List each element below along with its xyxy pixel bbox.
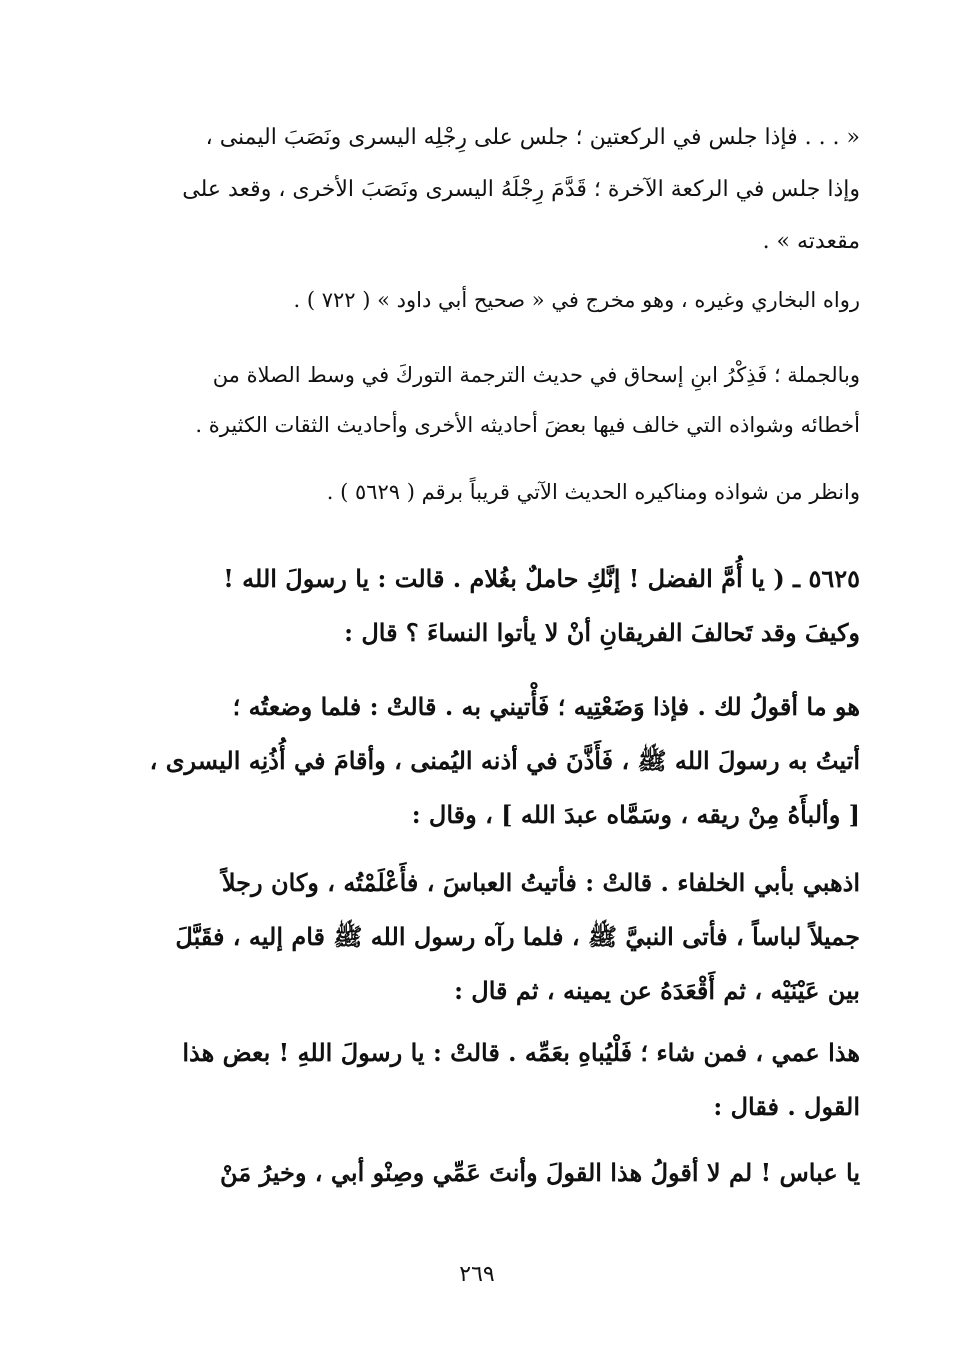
see-also-note [100, 472, 860, 512]
paragraph-line: هو ما أقولُ لك . فإذا وَضَعْتِيه ؛ فَأْتيني به . قالتْ : فلما وضعتُه ؛ [232, 692, 860, 721]
summary-line: وبالجملة ؛ فَذِكْرُ ابنِ إسحاق في حديث الترجمة التوركَ في وسط الصلاة من [212, 363, 860, 387]
paragraph-line: جميلاً لباساً ، فأتى النبيَّ ﷺ ، فلما رآه رسول الله ﷺ قام إليه ، فقَبَّلَ [175, 922, 860, 951]
hadith-paragraph-3 [100, 1026, 860, 1134]
quote-line: مقعدته » . [762, 229, 860, 254]
quote-line: وإذا جلس في الركعة الآخرة ؛ قَدَّمَ رِجْلَهُ اليسرى ونَصَبَ الأخرى ، وقعد على [182, 177, 860, 202]
reference-note [100, 280, 860, 320]
hadith-line: ٥٦٢٥ ـ ( يا أُمَّ الفضل ! إنَّكِ حاملٌ بغُلام . قالت : يا رسولَ الله ! [223, 564, 860, 593]
quoted-hadith-text [100, 112, 860, 268]
paragraph-line: القول . فقال : [713, 1092, 860, 1121]
paragraph-line: هذا عمي ، فمن شاء ؛ فَلْيُباهِ بعَمِّه . قالتْ : يا رسولَ اللهِ ! بعض هذا [182, 1038, 860, 1067]
page-number: ٢٦٩ [459, 1262, 495, 1287]
hadith-paragraph-2 [100, 856, 860, 1018]
quote-line: « . . . فإذا جلس في الركعتين ؛ جلس على رِجْلِه اليسرى ونَصَبَ اليمنى ، [205, 125, 860, 150]
paragraph-line: يا عباس ! لم لا أقولُ هذا القولَ وأنتَ عَمِّي وصِنْو أبي ، وخيرُ مَنْ [220, 1158, 860, 1187]
summary-line: أخطائه وشواذه التي خالف فيها بعضَ أحاديثه الأخرى وأحاديث الثقات الكثيرة . [195, 413, 860, 437]
paragraph-line: [ وألبأَهُ مِنْ ريقه ، وسَمَّاه عبدَ الله ] ، وقال : [411, 800, 860, 829]
hadith-paragraph-1 [100, 680, 860, 842]
paragraph-line: بين عَيْنَيْه ، ثم أَقْعَدَهُ عن يمينه ، ثم قال : [454, 976, 860, 1005]
paragraph-line: اذهبي بأبي الخلفاء . قالتْ : فأتيتُ العباسَ ، فأَعْلَمْتُه ، وكان رجلاً [221, 868, 860, 897]
reference-line: رواه البخاري وغيره ، وهو مخرج في « صحيح أبي داود » ( ٧٢٢ ) . [293, 288, 860, 312]
hadith-paragraph-4 [100, 1146, 860, 1200]
see-also-line: وانظر من شواذه ومناكيره الحديث الآتي قريباً برقم ( ٥٦٢٩ ) . [326, 480, 860, 504]
paragraph-line: أتيتُ به رسولَ الله ﷺ ، فَأَذَّنَ في أذنه اليُمنى ، وأقامَ في أُذُنِه اليسرى ، [149, 746, 860, 775]
summary-paragraph [100, 350, 860, 450]
hadith-line: وكيفَ وقد تَحالفَ الفريقانِ أنْ لا يأتوا النساءَ ؟ قال : [344, 618, 860, 647]
hadith-heading [100, 552, 860, 660]
